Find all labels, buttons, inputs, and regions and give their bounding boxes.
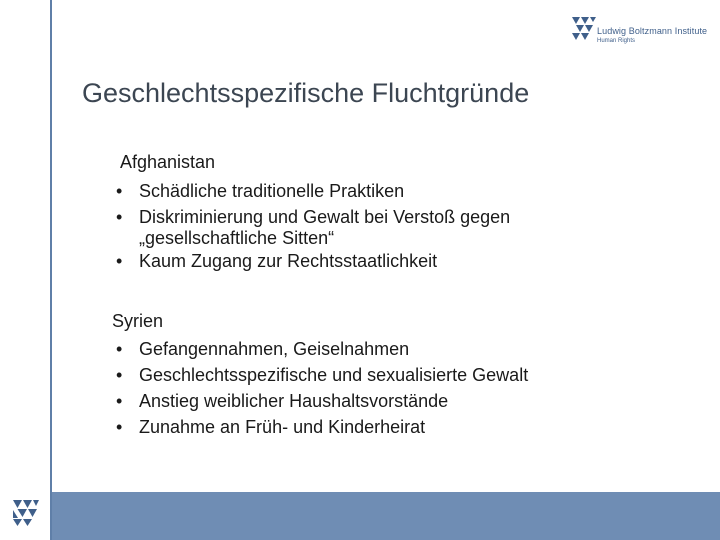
bullet-icon: •	[116, 181, 123, 201]
list-item-text: Zunahme an Früh- und Kinderheirat	[139, 417, 426, 437]
bullet-icon: •	[116, 339, 123, 359]
list-item-text: Gefangennahmen, Geiselnahmen	[139, 339, 410, 359]
section-heading-syrien: Syrien	[112, 311, 164, 331]
list-item-text: Anstieg weiblicher Haushaltsvorstände	[139, 391, 449, 411]
list-item	[112, 248, 510, 274]
list-item	[112, 414, 528, 440]
afghanistan-bullet-list	[112, 178, 510, 274]
list-item-text: Schädliche traditionelle Praktiken	[139, 181, 405, 201]
institute-name: Ludwig Boltzmann Institute	[597, 26, 708, 36]
bullet-icon: •	[116, 365, 123, 385]
bullet-icon: •	[116, 417, 123, 437]
left-accent-rule	[50, 0, 52, 540]
list-item	[112, 204, 510, 248]
footer-band	[52, 492, 720, 540]
section-heading-afghanistan: Afghanistan	[120, 152, 216, 172]
bullet-icon: •	[116, 391, 123, 411]
bullet-icon: •	[116, 207, 123, 227]
list-item	[112, 388, 528, 414]
list-item-text: Diskriminierung und Gewalt bei Verstoß gegen	[139, 207, 511, 227]
institute-logo	[570, 14, 720, 54]
list-item	[112, 362, 528, 388]
corner-logo-icon	[9, 496, 41, 528]
bullet-icon: •	[116, 251, 123, 271]
lbi-triangle-logo-icon	[570, 14, 598, 44]
slide-title: Geschlechtsspezifische Fluchtgründe	[82, 78, 530, 108]
institute-subtitle: Human Rights	[597, 38, 636, 44]
list-item	[112, 336, 528, 362]
list-item	[112, 178, 510, 204]
syrien-bullet-list	[112, 336, 528, 440]
list-item-text: Geschlechtsspezifische und sexualisierte Gewalt	[139, 365, 529, 385]
list-item-continuation: „gesellschaftliche Sitten“	[139, 228, 335, 248]
list-item-text: Kaum Zugang zur Rechtsstaatlichkeit	[139, 251, 438, 271]
